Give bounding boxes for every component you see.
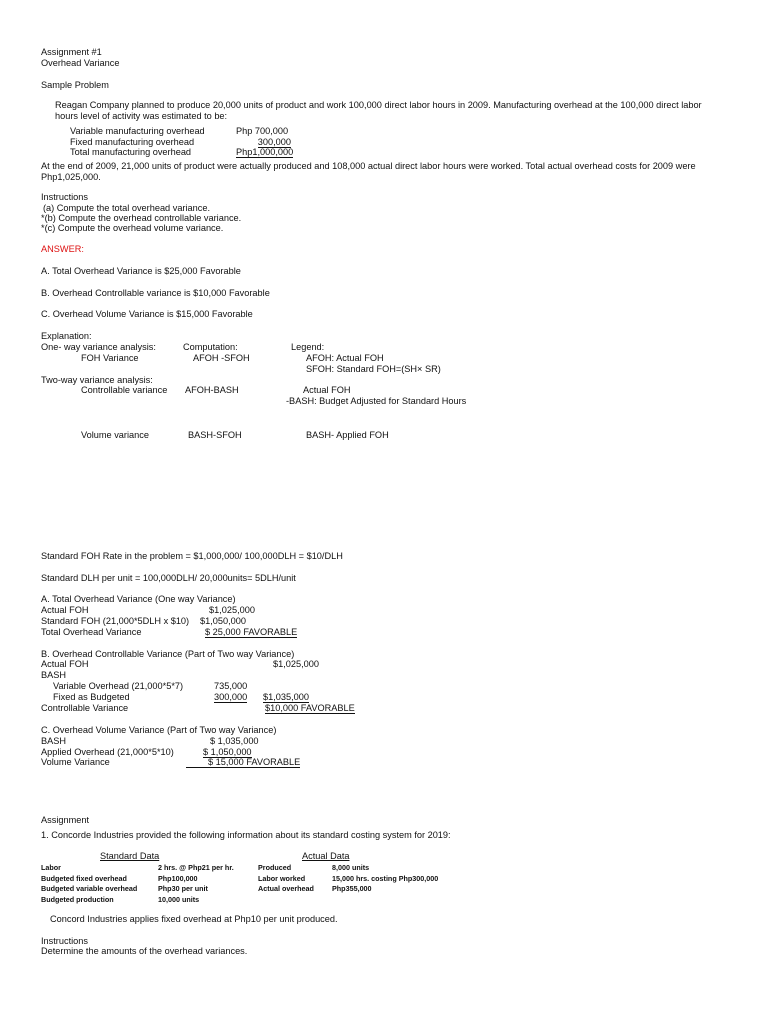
foh-rate-line: Standard FOH Rate in the problem = $1,000,000/ 100,000DLH = $10/DLH: [41, 551, 343, 561]
act-label-actual-oh: Actual overhead: [258, 884, 314, 893]
b-actual-label: Actual FOH: [41, 659, 89, 669]
a-actual-value: $1,025,000: [209, 605, 255, 615]
b-controllable-value: $10,000 FAVORABLE: [265, 703, 355, 713]
c-volume-value: $ 15,000 FAVORABLE: [186, 757, 300, 768]
c-volume-label: Volume Variance: [41, 757, 110, 767]
bash-applied-def: BASH- Applied FOH: [306, 430, 389, 440]
budget-variable-label: Variable manufacturing overhead: [70, 126, 205, 136]
doc-title: Assignment #1: [41, 47, 102, 57]
sample-paragraph-1: Reagan Company planned to produce 20,000 units of product and work 100,000 direct labor hours in 2009. Manufacturing overhead at the 100,000 direct labor hours level of activity was estimated to be:: [55, 100, 702, 121]
std-label-production: Budgeted production: [41, 895, 114, 904]
budget-total-amount: Php1,000,000: [236, 147, 294, 157]
act-label-produced: Produced: [258, 863, 292, 872]
instruction-a: (a) Compute the total overhead variance.: [43, 203, 210, 213]
section-c-title: C. Overhead Volume Variance (Part of Two way Variance): [41, 725, 277, 735]
b-bash-label: BASH: [41, 670, 67, 680]
bash-definition: -BASH: Budget Adjusted for Standard Hours: [286, 396, 467, 406]
volume-label: Volume variance: [81, 430, 149, 440]
c-bash-label: BASH: [41, 736, 67, 746]
legend-sfoh: SFOH: Standard FOH=(SH× SR): [306, 364, 441, 374]
afoh-sfoh-formula: AFOH -SFOH: [193, 353, 250, 363]
instruction-b: *(b) Compute the overhead controllable variance.: [41, 213, 242, 223]
b-variable-value: 735,000: [214, 681, 248, 691]
answer-c: C. Overhead Volume Variance is $15,000 Favorable: [41, 309, 253, 319]
afoh-bash-formula: AFOH-BASH: [185, 385, 239, 395]
section-a-title: A. Total Overhead Variance (One way Variance): [41, 594, 236, 604]
a-standard-value: $1,050,000: [200, 616, 246, 626]
legend-afoh: AFOH: Actual FOH: [306, 353, 384, 363]
computation-heading: Computation:: [183, 342, 238, 352]
budget-fixed-label: Fixed manufacturing overhead: [70, 137, 195, 147]
b-bash-total: $1,035,000: [263, 692, 309, 702]
answer-heading: ANSWER:: [41, 244, 84, 254]
foh-variance-label: FOH Variance: [81, 353, 139, 363]
dlh-per-unit-line: Standard DLH per unit = 100,000DLH/ 20,000units= 5DLH/unit: [41, 573, 296, 583]
act-value-produced: 8,000 units: [332, 863, 370, 872]
c-applied-label: Applied Overhead (21,000*5*10): [41, 747, 174, 757]
std-value-labor: 2 hrs. @ Php21 per hr.: [158, 863, 234, 872]
c-applied-value: $ 1,050,000: [203, 747, 252, 757]
b-fixed-label: Fixed as Budgeted: [53, 692, 130, 702]
b-controllable-label: Controllable Variance: [41, 703, 129, 713]
assignment-instructions-heading: Instructions: [41, 936, 88, 946]
budget-variable-amount: Php 700,000: [236, 126, 289, 136]
a-total-value: $ 25,000 FAVORABLE: [205, 627, 298, 637]
legend-heading: Legend:: [291, 342, 325, 352]
answer-b: B. Overhead Controllable variance is $10,000 Favorable: [41, 288, 270, 298]
std-value-fixed-oh: Php100,000: [158, 874, 198, 883]
standard-data-heading: Standard Data: [100, 851, 160, 861]
a-actual-label: Actual FOH: [41, 605, 89, 615]
act-label-labor-worked: Labor worked: [258, 874, 306, 883]
answer-a: A. Total Overhead Variance is $25,000 Favorable: [41, 266, 241, 276]
actual-foh-def: Actual FOH: [303, 385, 351, 395]
b-variable-label: Variable Overhead (21,000*5*7): [53, 681, 184, 691]
bash-sfoh-formula: BASH-SFOH: [188, 430, 242, 440]
a-total-label: Total Overhead Variance: [41, 627, 142, 637]
b-actual-value: $1,025,000: [273, 659, 319, 669]
section-b-title: B. Overhead Controllable Variance (Part of Two way Variance): [41, 649, 295, 659]
actual-data-heading: Actual Data: [302, 851, 350, 861]
std-value-production: 10,000 units: [158, 895, 200, 904]
explanation-heading: Explanation:: [41, 331, 92, 341]
sample-problem-heading: Sample Problem: [41, 80, 109, 90]
oneway-heading: One- way variance analysis:: [41, 342, 156, 352]
sample-paragraph-2: At the end of 2009, 21,000 units of product were actually produced and 108,000 actual direct labor hours were worked. Total actual overhead costs for 2009 were Php1,025,000.: [41, 161, 696, 182]
doc-subtitle: Overhead Variance: [41, 58, 120, 68]
budget-total-label: Total manufacturing overhead: [70, 147, 192, 157]
twoway-heading: Two-way variance analysis:: [41, 375, 153, 385]
a-standard-label: Standard FOH (21,000*5DLH x $10): [41, 616, 190, 626]
instruction-c: *(c) Compute the overhead volume variance.: [41, 223, 224, 233]
std-label-fixed-oh: Budgeted fixed overhead: [41, 874, 127, 883]
budget-fixed-amount: 300,000: [257, 137, 291, 147]
std-label-labor: Labor: [41, 863, 61, 872]
std-label-variable-oh: Budgeted variable overhead: [41, 884, 138, 893]
applies-overhead-line: Concord Industries applies fixed overhead at Php10 per unit produced.: [50, 914, 338, 924]
controllable-label: Controllable variance: [81, 385, 168, 395]
assignment-instructions-text: Determine the amounts of the overhead variances.: [41, 946, 248, 956]
std-value-variable-oh: Php30 per unit: [158, 884, 208, 893]
assignment-item-1: 1. Concorde Industries provided the following information about its standard costing system for 2019:: [41, 830, 451, 840]
instructions-heading: Instructions: [41, 192, 88, 202]
b-fixed-value: 300,000: [214, 692, 248, 702]
act-value-labor-worked: 15,000 hrs. costing Php300,000: [332, 874, 439, 883]
c-bash-value: $ 1,035,000: [210, 736, 259, 746]
assignment-heading: Assignment: [41, 815, 90, 825]
act-value-actual-oh: Php355,000: [332, 884, 372, 893]
